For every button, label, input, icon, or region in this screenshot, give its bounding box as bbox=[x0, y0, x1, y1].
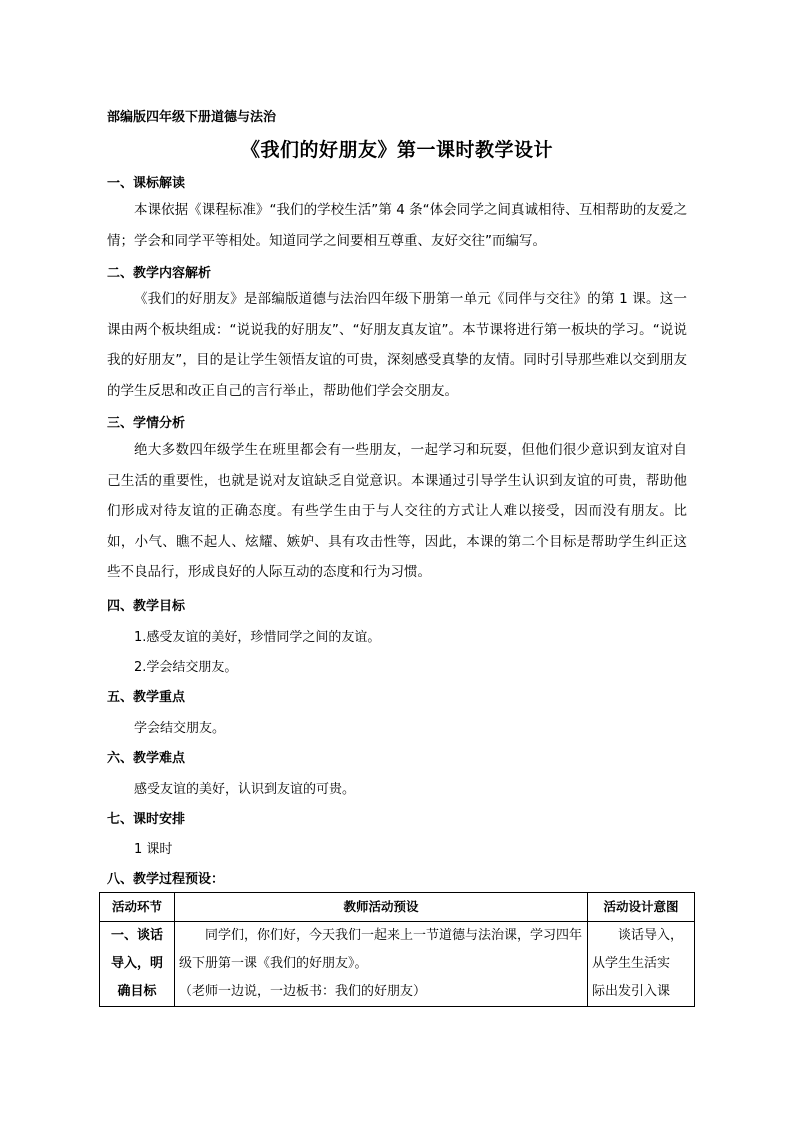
difficulty-text: 感受友谊的美好，认识到友谊的可贵。 bbox=[134, 782, 356, 797]
design-intent-cell bbox=[588, 922, 695, 1007]
stage-line: 确目标 bbox=[117, 984, 157, 999]
intent-line: 谈话导入， bbox=[618, 928, 684, 943]
subject-label: 部编版四年级下册道德与法治 bbox=[107, 110, 277, 125]
header-stage: 活动环节 bbox=[100, 893, 175, 922]
table-row bbox=[100, 922, 695, 1007]
page-title: 《我们的好朋友》第一课时教学设计 bbox=[240, 139, 553, 161]
objective-item-1: 1.感受友谊的美好，珍惜同学之间的友谊。 bbox=[134, 630, 381, 645]
section-paragraph-2: 《我们的好朋友》是部编版道德与法治四年级下册第一单元《同伴与交往》的第 1 课。这一课由两个板块组成：“说说我的好朋友”、“好朋友真友谊”。本节课将进行第一板块的学习。“说说我的好朋友”，目的是让学生领悟友谊的可贵，深刻感受真挚的友情。同时引导那些难以交到朋友的学生反思和改正自己的言行举止，帮助他们学会交朋友。 bbox=[107, 291, 687, 399]
section-heading-1: 一、课标解读 bbox=[107, 176, 186, 191]
section-heading-6: 六、教学难点 bbox=[107, 751, 186, 766]
header-design-intent: 活动设计意图 bbox=[588, 893, 695, 922]
key-point-text: 学会结交朋友。 bbox=[134, 721, 226, 736]
stage-line: 一、谈话 bbox=[110, 928, 163, 943]
stage-line: 导入，明 bbox=[110, 956, 163, 971]
section-heading-2: 二、教学内容解析 bbox=[107, 266, 212, 281]
section-heading-7: 七、课时安排 bbox=[107, 812, 186, 827]
section-heading-3: 三、学情分析 bbox=[107, 416, 186, 431]
teacher-activity-note: （老师一边说，一边板书：我们的好朋友） bbox=[179, 984, 427, 999]
teacher-activity-cell bbox=[175, 922, 588, 1007]
header-teacher-activity: 教师活动预设 bbox=[175, 893, 588, 922]
teaching-process-table bbox=[99, 892, 695, 1007]
section-paragraph-3: 绝大多数四年级学生在班里都会有一些朋友，一起学习和玩耍，但他们很少意识到友谊对自己生活的重要性，也就是说对友谊缺乏自觉意识。本课通过引导学生认识到友谊的可贵，帮助他们形成对待友谊的正确态度。有些学生由于与人交往的方式让人难以接受，因而没有朋友。比如，小气、瞧不起人、炫耀、嫉妒、具有攻击性等，因此，本课的第二个目标是帮助学生纠正这些不良品行，形成良好的人际互动的态度和行为习惯。 bbox=[107, 442, 687, 580]
intent-line: 从学生生活实 bbox=[592, 956, 671, 971]
intent-line: 际出发引入课 bbox=[592, 984, 671, 999]
section-heading-5: 五、教学重点 bbox=[107, 690, 186, 705]
section-heading-8: 八、教学过程预设： bbox=[107, 872, 225, 887]
teacher-activity-paragraph: 同学们，你们好，今天我们一起来上一节道德与法治课，学习四年级下册第一课《我们的好朋友》。 bbox=[179, 928, 583, 971]
section-heading-4: 四、教学目标 bbox=[107, 599, 186, 614]
table-header-row bbox=[100, 893, 695, 922]
stage-cell bbox=[100, 922, 175, 1007]
period-text: 1 课时 bbox=[134, 842, 173, 857]
section-paragraph-1: 本课依据《课程标准》“我们的学校生活”第 4 条“体会同学之间真诚相待、互相帮助的友爱之情；学会和同学平等相处。知道同学之间要相互尊重、友好交往”而编写。 bbox=[107, 202, 687, 249]
objective-item-2: 2.学会结交朋友。 bbox=[134, 660, 238, 675]
